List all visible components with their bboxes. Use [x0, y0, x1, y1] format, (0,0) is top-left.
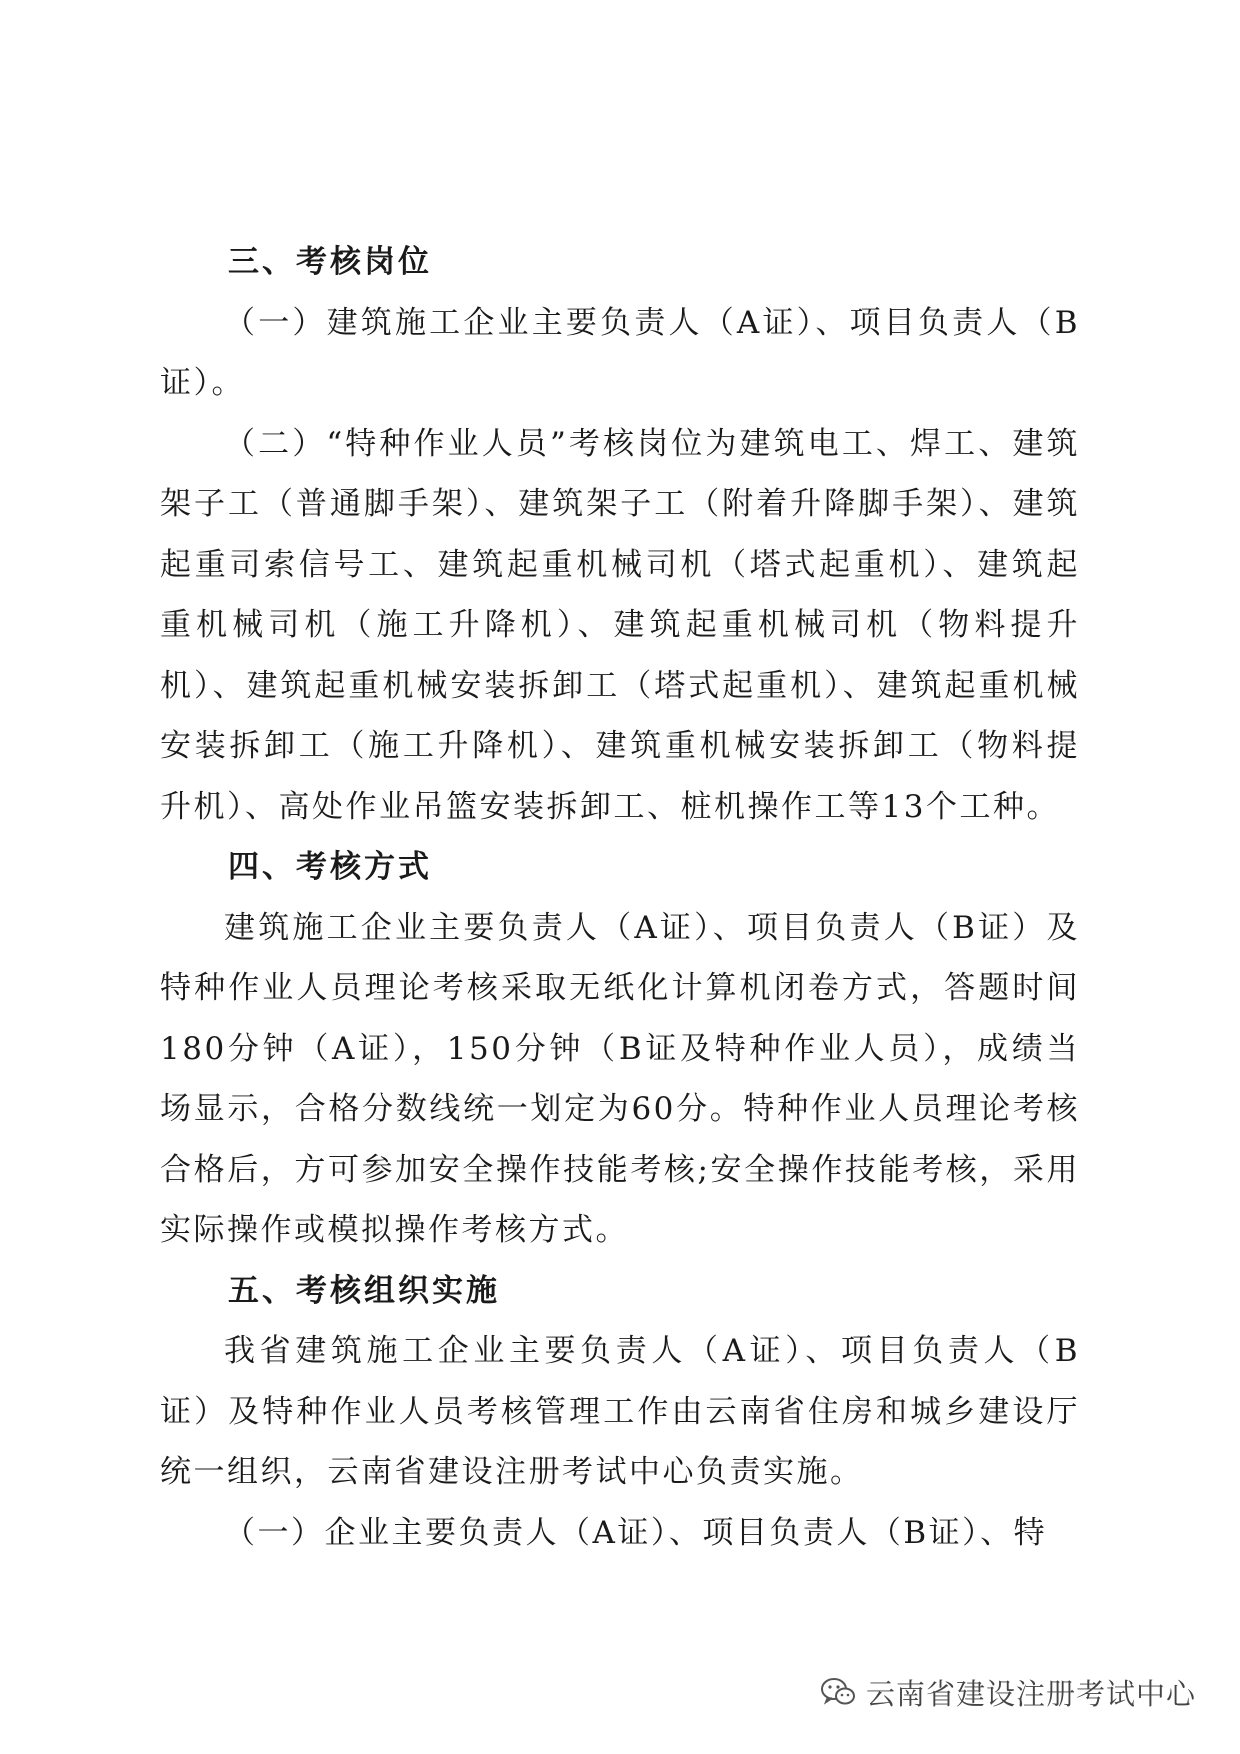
- wechat-icon: [820, 1677, 856, 1707]
- paragraph-3-2: （二）“特种作业人员”考核岗位为建筑电工、焊工、建筑架子工（普通脚手架）、建筑架子工（附着升降脚手架）、建筑起重司索信号工、建筑起重机械司机（塔式起重机）、建筑起重机械司机（施工升降机）、建筑起重机械司机（物料提升机）、建筑起重机械安装拆卸工（塔式起重机）、建筑起重机械安装拆卸工（施工升降机）、建筑重机械安装拆卸工（物料提升机）、高处作业吊篮安装拆卸工、桩机操作工等13个工种。: [160, 425, 1080, 825]
- section-heading-4: 四、考核方式: [228, 849, 432, 885]
- paragraph-5-1: 我省建筑施工企业主要负责人（A证）、项目负责人（B证）及特种作业人员考核管理工作由云南省住房和城乡建设厅统一组织，云南省建设注册考试中心负责实施。: [160, 1333, 1080, 1490]
- section-heading-5: 五、考核组织实施: [228, 1272, 500, 1309]
- paragraph-5-2: （一）企业主要负责人（A证）、项目负责人（B证）、特: [224, 1514, 1048, 1551]
- paragraph-3-1: （一）建筑施工企业主要负责人（A证）、项目负责人（B证）。: [160, 304, 1080, 401]
- paragraph-4-1: 建筑施工企业主要负责人（A证）、项目负责人（B证）及特种作业人员理论考核采取无纸化计算机闭卷方式，答题时间180分钟（A证），150分钟（B证及特种作业人员），成绩当场显示，合格分数线统一划定为60分。特种作业人员理论考核合格后，方可参加安全操作技能考核;安全操作技能考核，采用实际操作或模拟操作考核方式。: [160, 909, 1080, 1248]
- section-heading-3: 三、考核岗位: [228, 244, 432, 280]
- watermark-text: 云南省建设注册考试中心: [866, 1676, 1197, 1711]
- document-body: [160, 232, 1080, 1563]
- watermark: [820, 1670, 1196, 1714]
